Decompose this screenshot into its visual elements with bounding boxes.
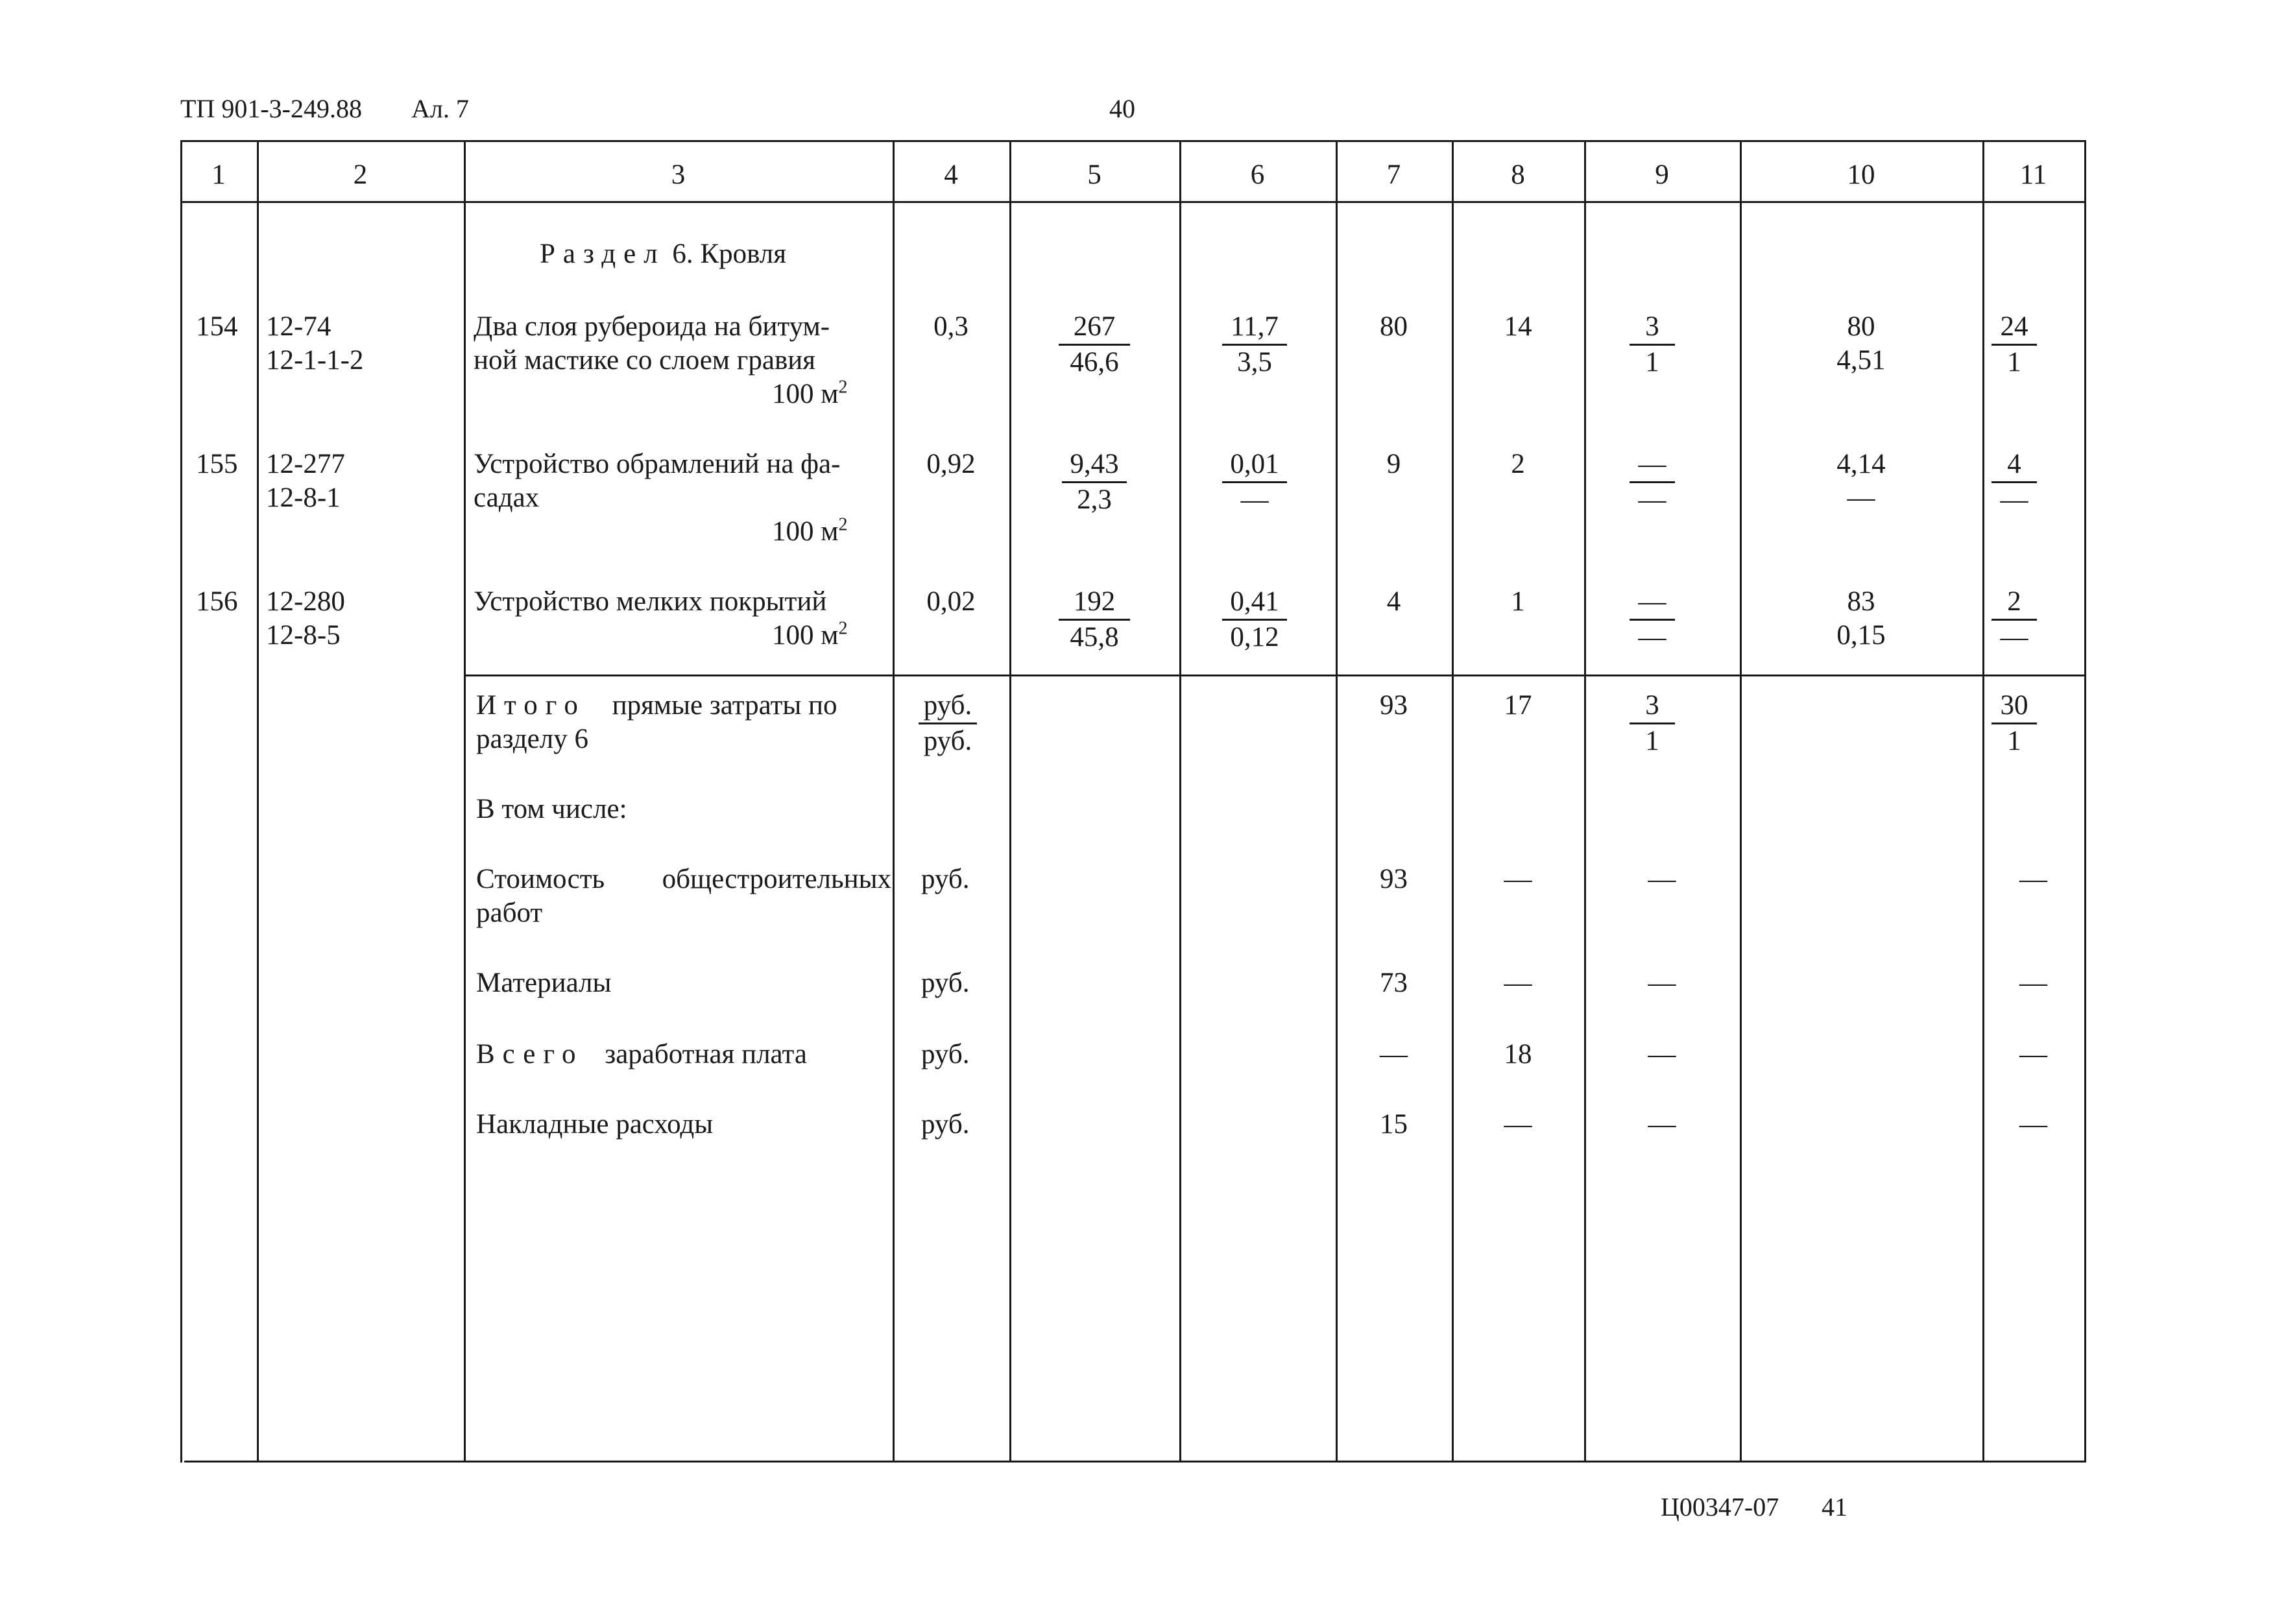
c11-den: 1 <box>2007 726 2021 756</box>
row-unit <box>772 619 847 652</box>
c5-den: 46,6 <box>1070 347 1119 377</box>
c6-num: 0,01 <box>1222 448 1287 483</box>
breakdown-c11: — <box>2019 968 2047 998</box>
totals-c9-fraction <box>1630 689 1675 758</box>
table-bottom-border <box>184 1461 2086 1463</box>
row-c10-bottom: — <box>1847 483 1875 513</box>
row-code-2: 12-1-1-2 <box>266 345 364 376</box>
row-unit-sup: 2 <box>838 618 848 639</box>
row-c11-fraction <box>1991 310 2037 379</box>
c9-den: 1 <box>1645 347 1659 377</box>
section-title-spaced: Раздел <box>540 239 666 269</box>
row-c10-bottom: 0,15 <box>1836 620 1886 651</box>
totals-unit-fraction <box>919 689 977 758</box>
row-c10-bottom: 4,51 <box>1836 345 1886 376</box>
including-label: В том числе: <box>476 794 627 824</box>
row-code-1: 12-280 <box>266 586 345 617</box>
row-number: 154 <box>196 311 238 342</box>
c11-num: 2 <box>1991 585 2037 621</box>
row-c11-fraction <box>1991 448 2037 517</box>
col-header-7: 7 <box>1386 160 1401 190</box>
breakdown-c9: — <box>1648 968 1676 998</box>
col-header-1: 1 <box>211 160 226 190</box>
row-unit <box>772 377 847 411</box>
c11-den: — <box>2000 484 2028 515</box>
breakdown-c7: 93 <box>1380 864 1408 894</box>
breakdown-label <box>476 1038 807 1071</box>
breakdown-c9: — <box>1648 864 1676 894</box>
c9-num: — <box>1630 585 1675 621</box>
row-qty: 0,92 <box>926 449 976 479</box>
c9-den: — <box>1638 622 1666 652</box>
row-c7: 9 <box>1386 449 1401 479</box>
row-c8: 1 <box>1511 586 1525 617</box>
totals-label-spaced: Итого <box>476 690 586 721</box>
c9-num: 3 <box>1630 310 1675 346</box>
c9-den: 1 <box>1645 726 1659 756</box>
breakdown-c9: — <box>1648 1039 1676 1069</box>
col-header-8: 8 <box>1511 160 1525 190</box>
col-header-2: 2 <box>353 160 368 190</box>
breakdown-label-spaced: Всего <box>476 1039 584 1069</box>
row-desc-1: Два слоя рубероида на битум- <box>474 311 830 342</box>
breakdown-c8: — <box>1504 968 1532 998</box>
breakdown-c8: 18 <box>1504 1039 1532 1069</box>
breakdown-label-2: работ <box>476 898 543 928</box>
c9-num: 3 <box>1630 689 1675 724</box>
totals-c7: 93 <box>1380 690 1408 721</box>
row-code-1: 12-277 <box>266 449 345 479</box>
totals-label <box>476 689 837 722</box>
section-title-rest: 6. Кровля <box>672 239 787 269</box>
totals-label-line2: разделу 6 <box>476 724 588 754</box>
row-c7: 4 <box>1386 586 1401 617</box>
row-c10-top: 4,14 <box>1836 449 1886 479</box>
totals-c8: 17 <box>1504 690 1532 721</box>
row-c5-fraction <box>1059 585 1130 654</box>
c6-den: 0,12 <box>1230 622 1279 652</box>
row-unit <box>772 515 847 549</box>
c5-num: 9,43 <box>1062 448 1127 483</box>
c11-num: 24 <box>1991 310 2037 346</box>
doc-code: ТП 901-3-249.88 <box>180 94 362 123</box>
c6-den: 3,5 <box>1237 347 1272 377</box>
row-desc-2: ной мастике со слоем гравия <box>474 345 816 376</box>
totals-unit-top: руб. <box>919 689 977 724</box>
row-qty: 0,3 <box>933 311 969 342</box>
totals-label-rest: прямые затраты по <box>612 690 837 721</box>
col-line-2 <box>464 140 466 1463</box>
c5-num: 192 <box>1059 585 1130 621</box>
row-number: 156 <box>196 586 238 617</box>
c6-den: — <box>1240 484 1269 515</box>
col-header-4: 4 <box>944 160 958 190</box>
breakdown-label-rest: заработная плата <box>605 1039 807 1069</box>
row-qty: 0,02 <box>926 586 976 617</box>
breakdown-unit: руб. <box>921 1109 970 1140</box>
totals-separator <box>464 675 2086 676</box>
col-line-4 <box>1009 140 1011 1463</box>
breakdown-c7: — <box>1380 1039 1408 1069</box>
col-header-3: 3 <box>671 160 686 190</box>
page-number: 40 <box>1109 94 1135 123</box>
col-line-10 <box>1982 140 1984 1463</box>
col-header-9: 9 <box>1655 160 1669 190</box>
row-c7: 80 <box>1380 311 1408 342</box>
col-header-6: 6 <box>1250 160 1265 190</box>
c11-den: 1 <box>2007 347 2021 377</box>
row-unit-text: 100 м <box>772 516 839 547</box>
row-unit-sup: 2 <box>838 514 848 535</box>
c9-den: — <box>1638 484 1666 515</box>
c6-num: 11,7 <box>1222 310 1287 346</box>
breakdown-c8: — <box>1504 864 1532 894</box>
row-unit-text: 100 м <box>772 379 839 409</box>
c11-num: 30 <box>1991 689 2037 724</box>
row-code-2: 12-8-5 <box>266 620 341 651</box>
breakdown-c8: — <box>1504 1109 1532 1140</box>
row-c6-fraction <box>1222 585 1287 654</box>
row-c11-fraction <box>1991 585 2037 654</box>
row-c5-fraction <box>1062 448 1127 517</box>
row-unit-sup: 2 <box>838 377 848 398</box>
row-c6-fraction <box>1222 448 1287 517</box>
row-c9-fraction <box>1630 310 1675 379</box>
col-header-10: 10 <box>1847 160 1875 190</box>
row-desc-2: садах <box>474 483 540 513</box>
breakdown-c7: 73 <box>1380 968 1408 998</box>
col-header-11: 11 <box>2019 160 2047 190</box>
row-unit-text: 100 м <box>772 620 839 651</box>
breakdown-c11: — <box>2019 864 2047 894</box>
breakdown-label: Материалы <box>476 968 612 998</box>
row-desc-1: Устройство обрамлений на фа- <box>474 449 841 479</box>
footer-code: Ц00347-07 <box>1661 1492 1779 1522</box>
section-title <box>540 237 786 271</box>
breakdown-unit: руб. <box>921 864 970 894</box>
c9-num: — <box>1630 448 1675 483</box>
row-c8: 2 <box>1511 449 1525 479</box>
breakdown-unit: руб. <box>921 1039 970 1069</box>
breakdown-c11: — <box>2019 1039 2047 1069</box>
row-c6-fraction <box>1222 310 1287 379</box>
breakdown-unit: руб. <box>921 968 970 998</box>
totals-c11-fraction <box>1991 689 2037 758</box>
footer-page: 41 <box>1822 1492 1847 1522</box>
row-c10-top: 83 <box>1847 586 1875 617</box>
row-c8: 14 <box>1504 311 1532 342</box>
c5-den: 2,3 <box>1077 484 1112 515</box>
row-number: 155 <box>196 449 238 479</box>
row-c10-top: 80 <box>1847 311 1875 342</box>
col-line-5 <box>1179 140 1181 1463</box>
c5-den: 45,8 <box>1070 622 1119 652</box>
totals-unit-bottom: руб. <box>923 726 972 756</box>
col-header-5: 5 <box>1087 160 1101 190</box>
col-line-0 <box>180 140 182 1463</box>
c5-num: 267 <box>1059 310 1130 346</box>
breakdown-c11: — <box>2019 1109 2047 1140</box>
c6-num: 0,41 <box>1222 585 1287 621</box>
row-code-2: 12-8-1 <box>266 483 341 513</box>
row-code-1: 12-74 <box>266 311 331 342</box>
c11-den: — <box>2000 622 2028 652</box>
row-c9-fraction <box>1630 585 1675 654</box>
row-c5-fraction <box>1059 310 1130 379</box>
table-top-border <box>180 140 2086 142</box>
breakdown-c7: 15 <box>1380 1109 1408 1140</box>
row-desc-1: Устройство мелких покрытий <box>474 586 827 617</box>
header-row-border <box>180 201 2086 203</box>
col-line-1 <box>257 140 259 1463</box>
col-line-8 <box>1584 140 1586 1463</box>
row-c9-fraction <box>1630 448 1675 517</box>
breakdown-c9: — <box>1648 1109 1676 1140</box>
col-line-11 <box>2084 140 2086 1463</box>
c11-num: 4 <box>1991 448 2037 483</box>
breakdown-label: Накладные расходы <box>476 1109 714 1140</box>
breakdown-label: Стоимость общестроительных <box>476 864 891 894</box>
album-label: Ал. 7 <box>411 94 469 123</box>
